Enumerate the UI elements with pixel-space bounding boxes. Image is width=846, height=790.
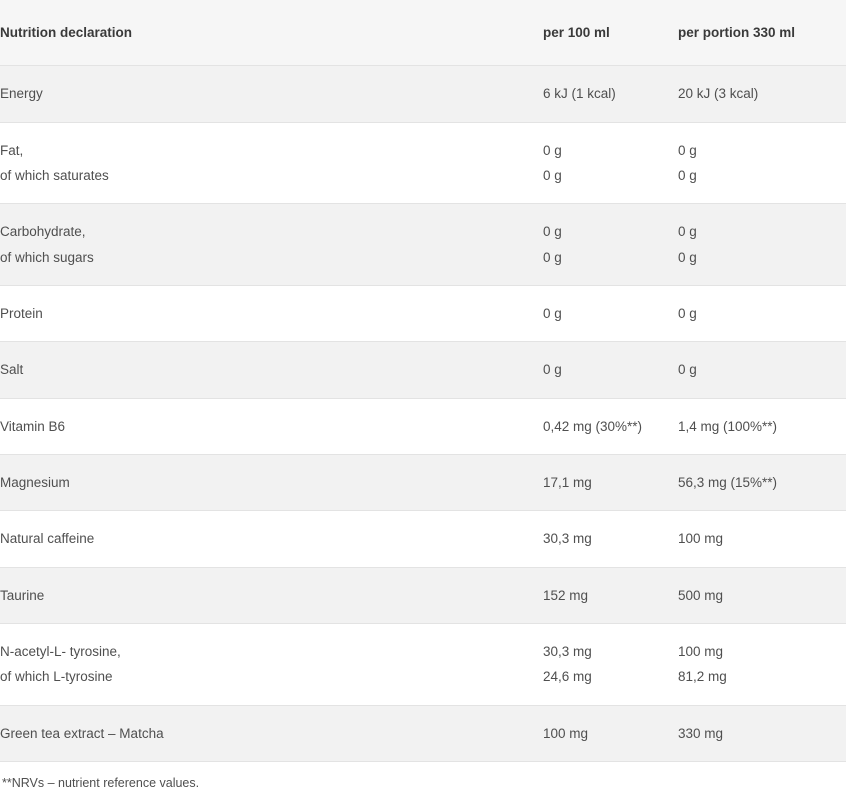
table-row — [0, 285, 846, 341]
value-per-100ml-line: 0 g — [543, 167, 562, 183]
value-per-portion — [678, 398, 846, 454]
value-per-portion-line: 0 g — [678, 249, 697, 265]
value-per-100ml-line: 30,3 mg — [543, 531, 592, 547]
value-per-portion-line: 0 g — [678, 305, 697, 321]
nutrient-name — [0, 122, 543, 204]
table-row — [0, 567, 846, 623]
column-header-per-100ml: per 100 ml — [543, 0, 678, 66]
value-per-100ml-line: 0,42 mg (30%**) — [543, 418, 643, 434]
value-per-100ml — [543, 204, 678, 286]
nutrient-name — [0, 204, 543, 286]
value-per-portion — [678, 204, 846, 286]
nutrient-name-line: Salt — [0, 362, 24, 378]
value-per-portion-line: 100 mg — [678, 531, 724, 547]
nutrient-name-line: N-acetyl-L- tyrosine, — [0, 643, 121, 659]
value-per-100ml — [543, 285, 678, 341]
nutrient-name-line: of which L-tyrosine — [0, 669, 113, 685]
value-per-portion-line: 100 mg — [678, 643, 724, 659]
nutrient-name-line: Protein — [0, 305, 43, 321]
value-per-100ml-line: 6 kJ (1 kcal) — [543, 86, 616, 102]
nutrient-name — [0, 454, 543, 510]
value-per-portion — [678, 285, 846, 341]
nutrient-name-line: Vitamin B6 — [0, 418, 66, 434]
value-per-portion-line: 500 mg — [678, 587, 724, 603]
nutrient-name-line: Energy — [0, 86, 43, 102]
nutrient-name-line: Magnesium — [0, 474, 70, 490]
value-per-portion-line: 0 g — [678, 167, 697, 183]
value-per-100ml — [543, 122, 678, 204]
value-per-100ml-line: 17,1 mg — [543, 474, 592, 490]
nutrient-name — [0, 567, 543, 623]
nutrient-name-line: Carbohydrate, — [0, 224, 86, 240]
value-per-100ml — [543, 705, 678, 761]
value-per-100ml-line: 0 g — [543, 305, 562, 321]
value-per-portion-line: 0 g — [678, 224, 697, 240]
value-per-100ml — [543, 511, 678, 567]
value-per-portion — [678, 705, 846, 761]
nutrient-name — [0, 398, 543, 454]
nutrient-name — [0, 66, 543, 122]
value-per-100ml-line: 100 mg — [543, 725, 589, 741]
table-row — [0, 342, 846, 398]
value-per-portion — [678, 623, 846, 705]
nutrient-name-line: Natural caffeine — [0, 531, 95, 547]
value-per-100ml — [543, 567, 678, 623]
nutrient-name — [0, 511, 543, 567]
value-per-100ml-line: 0 g — [543, 362, 562, 378]
value-per-portion-line: 81,2 mg — [678, 669, 727, 685]
value-per-100ml — [543, 342, 678, 398]
value-per-portion-line: 0 g — [678, 142, 697, 158]
nutrient-name-line: of which sugars — [0, 249, 94, 265]
nutrient-name-line: Taurine — [0, 587, 45, 603]
nutrient-name — [0, 705, 543, 761]
value-per-100ml — [543, 454, 678, 510]
nutrient-name-line: Green tea extract – Matcha — [0, 725, 164, 741]
value-per-100ml-line: 0 g — [543, 249, 562, 265]
value-per-100ml — [543, 66, 678, 122]
value-per-100ml-line: 24,6 mg — [543, 669, 592, 685]
value-per-portion-line: 1,4 mg (100%**) — [678, 418, 778, 434]
table-header — [0, 0, 846, 66]
table-row — [0, 204, 846, 286]
table-row — [0, 454, 846, 510]
column-header-per-portion: per portion 330 ml — [678, 0, 846, 66]
footnote: **NRVs – nutrient reference values. — [2, 775, 200, 790]
table-row — [0, 398, 846, 454]
value-per-portion-line: 56,3 mg (15%**) — [678, 474, 778, 490]
nutrient-name-line: Fat, — [0, 142, 24, 158]
value-per-100ml-line: 30,3 mg — [543, 643, 592, 659]
value-per-portion — [678, 66, 846, 122]
table-row — [0, 66, 846, 122]
value-per-100ml-line: 152 mg — [543, 587, 589, 603]
value-per-portion — [678, 122, 846, 204]
table-row — [0, 623, 846, 705]
value-per-100ml-line: 0 g — [543, 142, 562, 158]
nutrient-name-line: of which saturates — [0, 167, 109, 183]
value-per-portion — [678, 342, 846, 398]
table-body — [0, 66, 846, 762]
nutrient-name — [0, 342, 543, 398]
value-per-portion-line: 330 mg — [678, 725, 724, 741]
table-row — [0, 122, 846, 204]
table-row — [0, 511, 846, 567]
table-header-row — [0, 0, 846, 66]
value-per-portion-line: 20 kJ (3 kcal) — [678, 86, 759, 102]
table-row — [0, 705, 846, 761]
column-header-name: Nutrition declaration — [0, 0, 543, 66]
value-per-portion — [678, 511, 846, 567]
value-per-100ml — [543, 623, 678, 705]
nutrient-name — [0, 285, 543, 341]
value-per-portion — [678, 454, 846, 510]
value-per-portion — [678, 567, 846, 623]
value-per-portion-line: 0 g — [678, 362, 697, 378]
value-per-100ml — [543, 398, 678, 454]
nutrient-name — [0, 623, 543, 705]
value-per-100ml-line: 0 g — [543, 224, 562, 240]
